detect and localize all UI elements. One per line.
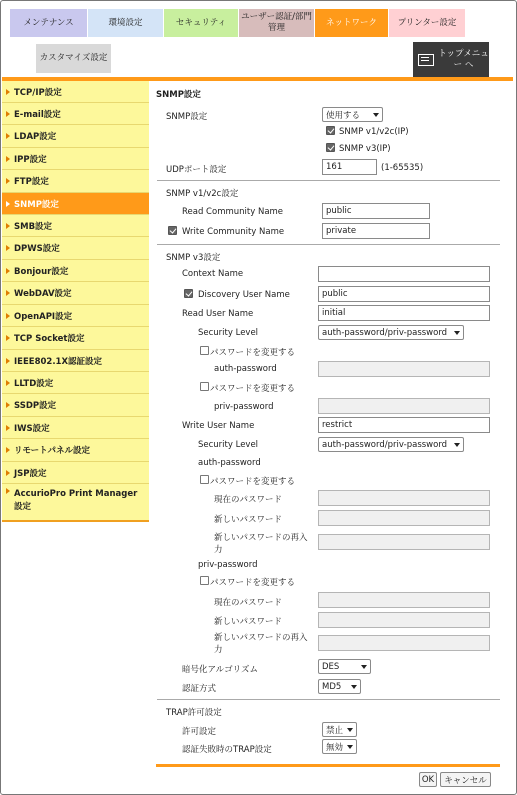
tab-customize[interactable] [36,44,111,75]
context-name-input[interactable] [318,266,490,282]
tab-user-auth[interactable] [239,9,314,39]
top-menu-label [438,49,489,69]
trap-auth-fail-select[interactable] [322,739,357,754]
top-menu-button[interactable] [413,42,489,77]
discovery-user-label: Discovery User Name [198,290,290,300]
new-password-label: 新しいパスワード [214,617,283,627]
write-priv-new-password-input[interactable] [318,612,490,628]
write-auth-confirm-password-input[interactable] [318,534,490,550]
write-priv-confirm-password-input[interactable] [318,635,490,651]
auth-method-label: 認証方式 [182,684,217,694]
sidebar-item-tcp-socket[interactable]: TCP Socket設定 [2,327,149,350]
tab-label [241,12,312,33]
select-value: DES [322,661,340,672]
sidebar-item-openapi[interactable]: OpenAPI設定 [2,305,149,327]
read-community-input[interactable]: public [322,203,430,219]
write-priv-current-password-input[interactable] [318,592,490,608]
select-value: 禁止 [326,725,344,736]
tab-label: カスタマイズ設定 [39,53,108,64]
tab-label: ネットワーク [325,17,377,28]
select-value: auth-password/priv-password [322,327,448,338]
confirm-password-label-line2: 力 [214,645,223,656]
write-security-level-select[interactable] [318,437,464,452]
sidebar-item-label [14,488,137,514]
sidebar-item-tcpip[interactable]: TCP/IP設定 [2,81,149,103]
sidebar-item-iws[interactable]: IWS設定 [2,417,149,439]
write-auth-password-heading: auth-password [198,458,261,468]
tab-label: メンテナンス [23,17,74,28]
sidebar-item-ftp[interactable]: FTP設定 [2,170,149,193]
chevron-down-icon [351,685,357,689]
chevron-down-icon [454,443,460,447]
read-auth-change-pw-checkbox[interactable] [200,346,209,355]
read-auth-password-input[interactable] [318,361,490,377]
write-auth-new-password-input[interactable] [318,510,490,526]
change-password-label: パスワードを変更する [210,384,296,394]
tab-maintenance[interactable] [10,9,87,39]
sidebar-item-jsp[interactable]: JSP設定 [2,462,149,484]
footer-divider [156,764,500,767]
read-user-label: Read User Name [182,309,254,319]
confirm-password-label [214,532,308,557]
sidebar-item-ssdp[interactable]: SSDP設定 [2,394,149,417]
read-security-level-label: Security Level [198,328,259,338]
menu-icon [418,54,434,66]
chevron-down-icon [361,665,367,669]
priv-password-label: priv-password [214,402,274,412]
snmp-setting-select[interactable] [322,107,383,122]
sidebar-item-accuriopro[interactable] [2,484,149,520]
write-community-checkbox[interactable] [168,226,177,235]
sidebar-item-email[interactable]: E-mail設定 [2,103,149,125]
sidebar-item-label-line1: AccurioPro Print Manager [14,489,138,499]
tab-label: 環境設定 [108,17,143,28]
sidebar-item-webdav[interactable]: WebDAV設定 [2,282,149,305]
current-password-label: 現在のパスワード [214,598,283,608]
cancel-button[interactable]: キャンセル [440,772,491,787]
udp-port-range: (1-65535) [381,163,424,173]
sidebar [2,81,149,522]
change-password-label: パスワードを変更する [210,477,296,487]
sidebar-item-label-line2: 設定 [14,502,32,513]
write-user-input[interactable]: restrict [318,417,490,433]
trap-auth-fail-label: 認証失敗時のTRAP設定 [182,745,272,755]
v1v2c-heading: SNMP v1/v2c設定 [166,189,239,199]
confirm-password-label [214,632,308,657]
discovery-user-checkbox[interactable] [184,289,193,298]
section-divider [157,180,500,181]
discovery-user-input[interactable]: public [318,286,490,302]
new-password-label: 新しいパスワード [214,515,283,525]
write-user-label: Write User Name [182,421,255,431]
select-value: auth-password/priv-password [322,439,448,450]
auth-password-label: auth-password [214,364,277,374]
sidebar-item-ieee8021x[interactable]: IEEE802.1X認証設定 [2,350,149,372]
sidebar-item-dpws[interactable]: DPWS設定 [2,237,149,260]
top-menu-label-line1: トップメニュ [438,49,489,60]
current-password-label: 現在のパスワード [214,495,283,505]
snmp-setting-label: SNMP設定 [166,112,208,122]
ok-button[interactable]: OK [419,772,437,787]
trap-permit-label: 許可設定 [182,727,217,737]
confirm-password-label-line1: 新しいパスワードの再入 [214,533,308,543]
sidebar-item-remote-panel[interactable]: リモートパネル設定 [2,439,149,462]
snmp-v1v2c-label: SNMP v1/v2c(IP) [339,127,409,137]
sidebar-item-snmp[interactable]: SNMP設定 [2,193,149,215]
write-auth-current-password-input[interactable] [318,490,490,506]
auth-method-select[interactable] [318,679,361,694]
select-value: 無効 [326,742,344,753]
context-name-label: Context Name [182,269,244,279]
chevron-down-icon [347,745,353,749]
udp-port-input[interactable]: 161 [322,159,377,175]
snmp-v1v2c-checkbox[interactable] [326,126,335,135]
sidebar-item-smb[interactable]: SMB設定 [2,215,149,237]
encryption-select[interactable] [318,659,371,674]
chevron-down-icon [454,331,460,335]
read-user-input[interactable]: initial [318,305,490,321]
confirm-password-label-line2: 力 [214,545,223,556]
tab-network[interactable] [315,9,388,39]
read-security-level-select[interactable] [318,325,464,340]
read-priv-password-input[interactable] [318,398,490,414]
write-priv-password-heading: priv-password [198,560,258,570]
v3-heading: SNMP v3設定 [166,253,221,263]
tab-label: セキュリティ [175,17,227,28]
tab-label: プリンター設定 [397,17,457,28]
chevron-down-icon [347,728,353,732]
read-priv-change-pw-checkbox[interactable] [200,382,209,391]
section-divider [157,244,500,245]
tab-printer[interactable] [389,9,465,39]
sidebar-item-ipp[interactable]: IPP設定 [2,148,149,170]
tab-security[interactable] [164,9,238,39]
change-password-label: パスワードを変更する [210,348,296,358]
select-value: MD5 [322,681,342,692]
tab-environment[interactable] [88,9,163,39]
sidebar-item-bonjour[interactable]: Bonjour設定 [2,260,149,282]
encryption-label: 暗号化アルゴリズム [182,665,258,675]
page-title: SNMP設定 [156,90,201,100]
change-password-label: パスワードを変更する [210,578,296,588]
trap-permit-select[interactable] [322,722,357,737]
top-menu-label-line2: ー へ [453,59,474,70]
write-community-input[interactable]: private [322,223,430,239]
write-community-label: Write Community Name [182,227,285,237]
snmp-v3-label: SNMP v3(IP) [339,144,391,154]
chevron-down-icon [373,113,379,117]
tab-label-line1: ユーザー認証/部門 [241,12,312,23]
sidebar-item-lltd[interactable]: LLTD設定 [2,372,149,394]
sidebar-item-ldap[interactable]: LDAP設定 [2,125,149,148]
section-divider [157,699,500,700]
write-auth-change-pw-checkbox[interactable] [200,475,209,484]
write-priv-change-pw-checkbox[interactable] [200,576,209,585]
read-community-label: Read Community Name [182,207,284,217]
udp-port-label: UDPポート設定 [166,165,227,175]
tab-label-line2: 管理 [267,23,285,33]
trap-heading: TRAP許可設定 [166,708,222,718]
select-value: 使用する [326,110,361,121]
snmp-v3-checkbox[interactable] [326,143,335,152]
write-security-level-label: Security Level [198,440,259,450]
confirm-password-label-line1: 新しいパスワードの再入 [214,633,308,643]
